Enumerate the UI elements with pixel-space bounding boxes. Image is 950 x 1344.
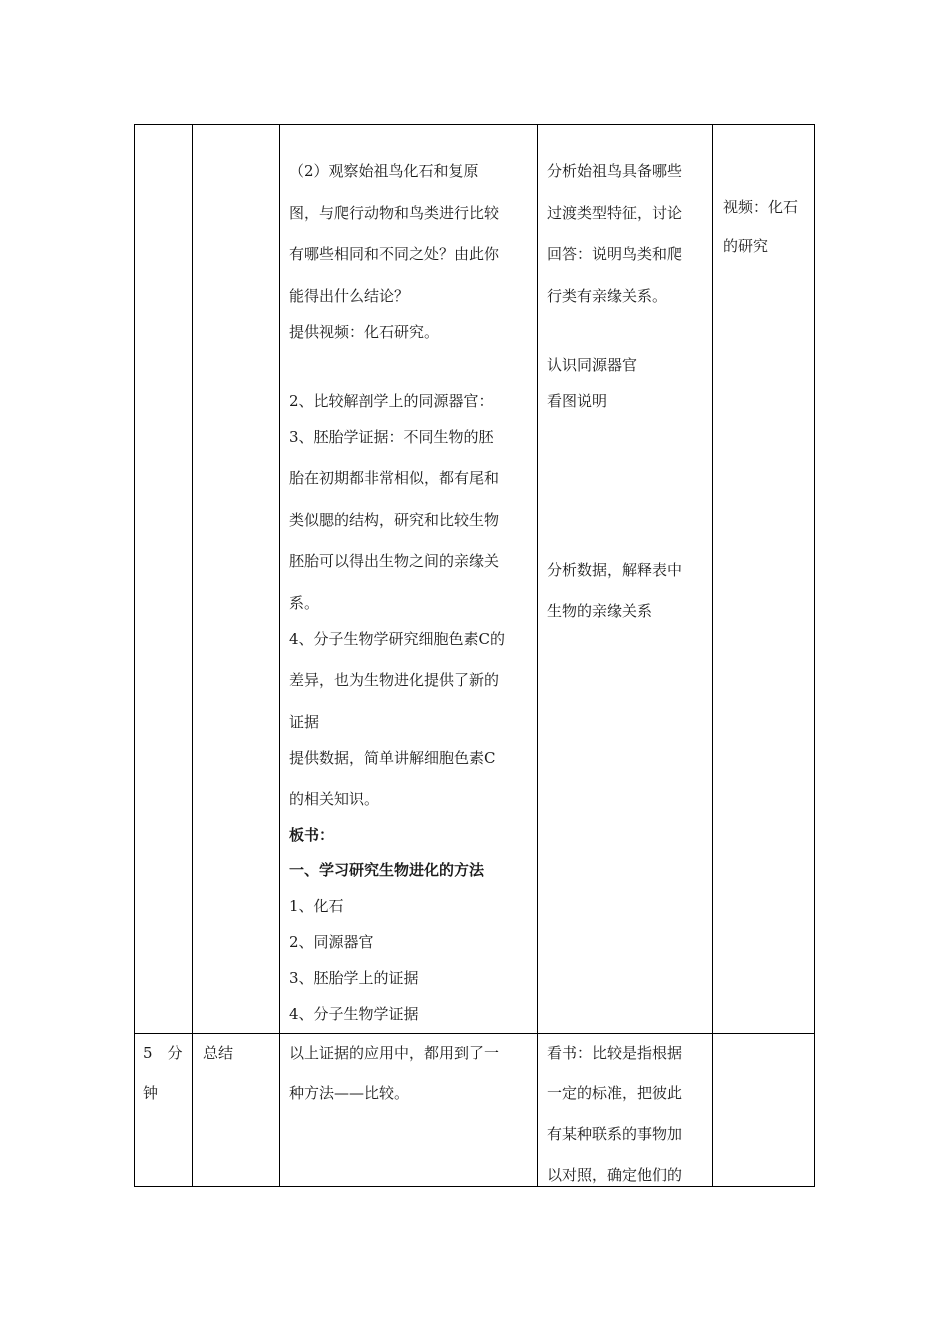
lesson-plan-table (134, 124, 815, 1187)
text-line: 2、比较解剖学上的同源器官： (289, 392, 494, 410)
text-line: 钟 (143, 1084, 159, 1102)
board-item: 3、胚胎学上的证据 (289, 969, 419, 987)
board-item: 2、同源器官 (289, 933, 374, 951)
text-line: 分析数据，解释表中 (547, 561, 683, 579)
text-line: 4、分子生物学研究细胞色素C的 (289, 630, 506, 648)
text-line: 种方法——比较。 (289, 1084, 410, 1102)
text-line: 生物的亲缘关系 (547, 602, 653, 620)
text-line: 提供视频：化石研究。 (289, 323, 440, 341)
text-line: 总结 (203, 1044, 234, 1062)
text-line: 的研究 (723, 237, 769, 255)
text-line: 3、胚胎学证据：不同生物的胚 (289, 428, 494, 446)
row2-teacher-activity (289, 1033, 531, 1187)
row1-media (723, 125, 813, 1033)
board-item: 4、分子生物学证据 (289, 1005, 419, 1023)
board-item: 1、化石 (289, 897, 344, 915)
text-line: 系。 (289, 594, 320, 612)
board-heading: 板书： (289, 826, 335, 844)
text-line: 认识同源器官 (547, 356, 638, 374)
text-line: 看图说明 (547, 392, 608, 410)
text-line: 分析始祖鸟具备哪些 (547, 162, 683, 180)
text-line: 有某种联系的事物加 (547, 1125, 683, 1143)
text-line: 类似腮的结构，研究和比较生物 (289, 511, 500, 529)
text-line: （2）观察始祖鸟化石和复原 (289, 162, 479, 180)
text-line: 胎在初期都非常相似，都有尾和 (289, 469, 500, 487)
text-line: 能得出什么结论？ (289, 287, 410, 305)
text-line: 证据 (289, 713, 320, 731)
text-line: 一定的标准，把彼此 (547, 1084, 683, 1102)
text-line: 看书：比较是指根据 (547, 1044, 683, 1062)
column-divider (279, 125, 280, 1186)
text-line: 的相关知识。 (289, 790, 380, 808)
row2-stage (203, 1033, 275, 1187)
text-line: 5 分 (143, 1044, 183, 1062)
text-line: 提供数据，简单讲解细胞色素C (289, 749, 496, 767)
column-divider (712, 125, 713, 1186)
text-line: 过渡类型特征，讨论 (547, 204, 683, 222)
text-line: 以上证据的应用中，都用到了一 (289, 1044, 500, 1062)
text-line: 图，与爬行动物和鸟类进行比较 (289, 204, 500, 222)
text-line: 行类有亲缘关系。 (547, 287, 668, 305)
row2-time (143, 1033, 189, 1187)
row2-student-activity (547, 1033, 707, 1187)
row1-student-activity (547, 125, 707, 1033)
column-divider (192, 125, 193, 1186)
text-line: 胚胎可以得出生物之间的亲缘关 (289, 552, 500, 570)
text-line: 视频：化石 (723, 198, 799, 216)
text-line: 以对照，确定他们的 (547, 1166, 683, 1184)
text-line: 有哪些相同和不同之处？由此你 (289, 245, 500, 263)
board-title: 一、学习研究生物进化的方法 (289, 861, 485, 879)
text-line: 差异，也为生物进化提供了新的 (289, 671, 500, 689)
column-divider (537, 125, 538, 1186)
row1-teacher-activity (289, 125, 531, 1033)
text-line: 回答：说明鸟类和爬 (547, 245, 683, 263)
